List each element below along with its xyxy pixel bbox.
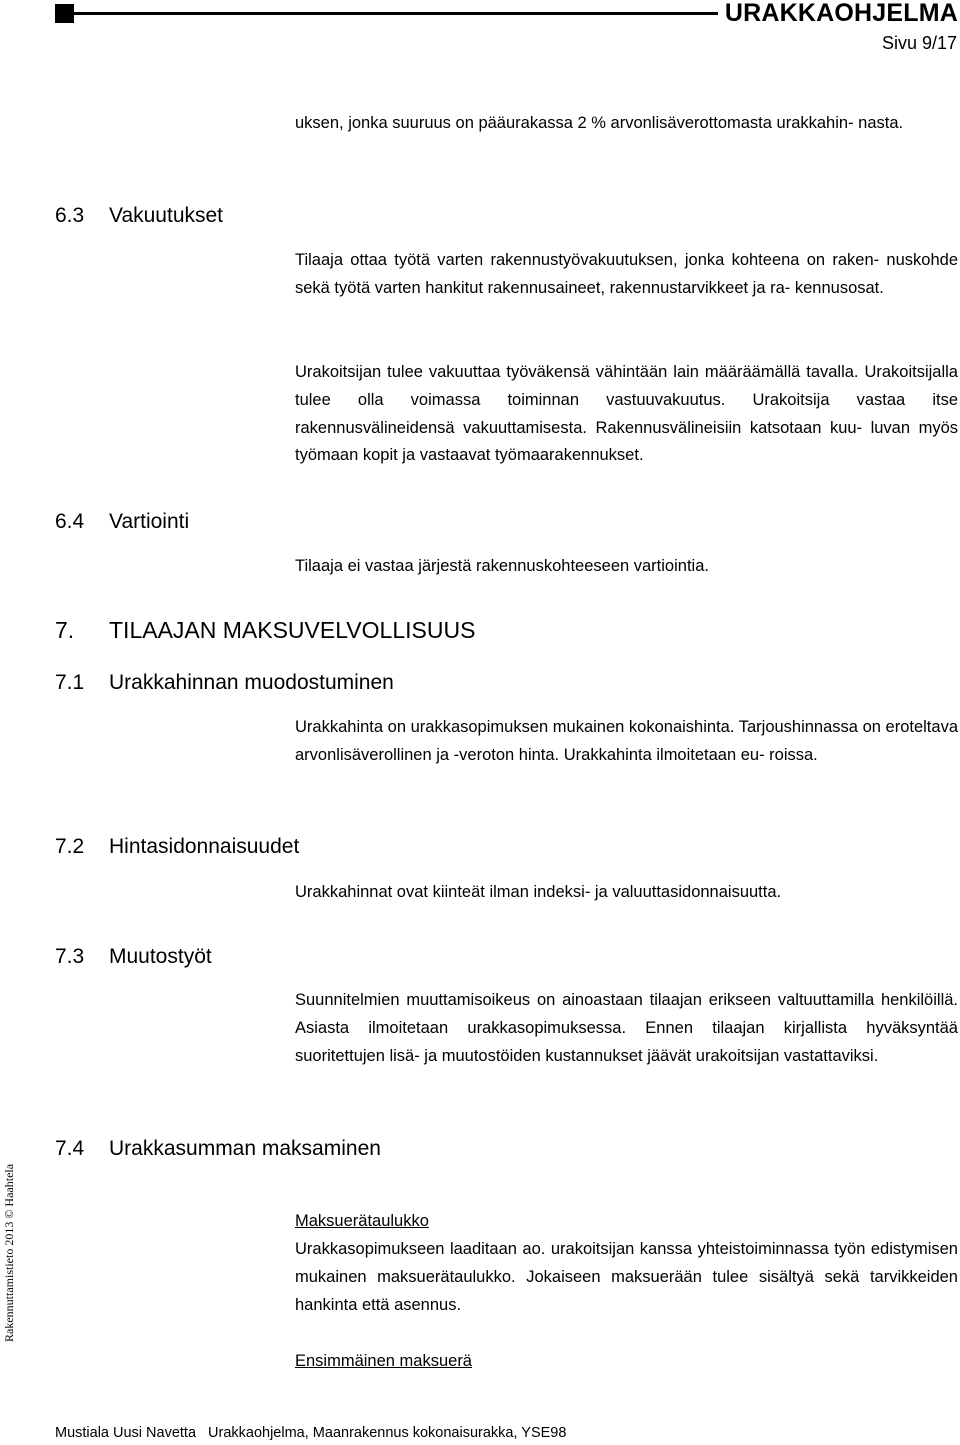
section-title: Urakkasumman maksaminen: [109, 1137, 381, 1160]
section-title: Urakkahinnan muodostuminen: [109, 671, 394, 694]
section-7-3-heading: [55, 945, 212, 969]
section-number: 7.4: [55, 1137, 85, 1160]
section-6-3-heading: [55, 204, 223, 228]
footer-document: Urakkaohjelma, Maanrakennus kokonaisurakka, YSE98: [208, 1425, 567, 1441]
intro-paragraph: [295, 110, 958, 138]
section-7-4-subheading-1: [295, 1208, 958, 1236]
section-7-4-heading: [55, 1137, 381, 1161]
section-7-2-p1: [295, 879, 958, 907]
section-6-4-heading: [55, 510, 189, 534]
sidebar-copyright: Rakennuttamistieto 2013 © Haahtela: [2, 1163, 16, 1342]
section-number: 7.: [55, 617, 75, 643]
subheading: Ensimmäinen maksuerä: [295, 1352, 472, 1370]
section-number: 6.3: [55, 204, 85, 227]
subheading: Maksuerätaulukko: [295, 1212, 429, 1230]
document-title: URAKKAOHJELMA: [724, 0, 958, 27]
section-7-1-p1: [295, 714, 958, 770]
footer: [55, 1425, 566, 1441]
section-7-1-heading: [55, 671, 394, 695]
paragraph: Tilaaja ottaa työtä varten rakennustyövakuutuksen, jonka kohteena on raken- nuskohde sekä työtä varten hankitut rakennusaineet, rakennustarvikkeet ja ra- kennusosat.: [295, 251, 958, 297]
paragraph: Urakkahinnat ovat kiinteät ilman indeksi- ja valuuttasidonnaisuutta.: [295, 883, 782, 901]
section-title: Vartiointi: [109, 510, 190, 533]
paragraph: Tilaaja ei vastaa järjestä rakennuskohteeseen vartiointia.: [295, 557, 709, 575]
section-title: TILAAJAN MAKSUVELVOLLISUUS: [109, 617, 476, 643]
section-number: 6.4: [55, 510, 85, 533]
footer-project: Mustiala Uusi Navetta: [55, 1425, 197, 1441]
section-title: Muutostyöt: [109, 945, 212, 968]
section-title: Hintasidonnaisuudet: [109, 835, 300, 858]
header-marker: [55, 4, 74, 23]
paragraph: Urakkahinta on urakkasopimuksen mukainen kokonaishinta. Tarjoushinnassa on eroteltava arvonlisäverollinen ja -veroton hinta. Urakkahinta ilmoitetaan eu- roissa.: [295, 718, 958, 764]
section-6-3-p2: [295, 359, 958, 470]
section-7-2-heading: [55, 835, 299, 859]
intro-text: uksen, jonka suuruus on pääurakassa 2 % arvonlisäverottomasta urakkahin- nasta.: [295, 114, 904, 132]
section-number: 7.2: [55, 835, 85, 858]
header-rule: [74, 12, 718, 15]
section-number: 7.1: [55, 671, 85, 694]
section-7-heading: [55, 617, 475, 644]
paragraph: Urakkasopimukseen laaditaan ao. urakoitsijan kanssa yhteistoiminnassa työn edistymisen mukainen maksuerätaulukko. Jokaiseen maksuerään tulee sisältyä sekä tarvikkeiden hankinta että asennus.: [295, 1240, 958, 1314]
paragraph: Urakoitsijan tulee vakuuttaa työväkensä vähintään lain määräämällä tavalla. Urakoitsijalla tulee olla voimassa toiminnan vastuuvakuutus. Urakoitsija vastaa itse rakennusvälineidensä vakuuttamisesta. Rakennusvälineisiin katsotaan kuu- luvan myös työmaan kopit ja vastaavat työmaarakennukset.: [295, 363, 958, 465]
paragraph: Suunnitelmien muuttamisoikeus on ainoastaan tilaajan erikseen valtuuttamilla henkilöillä. Asiasta ilmoitetaan urakkasopimuksessa. Ennen tilaajan kirjallista hyväksyntää suoritettujen lisä- ja muutostöiden kustannukset jäävät urakoitsijan vastattaviksi.: [295, 991, 958, 1065]
section-6-3-p1: [295, 247, 958, 303]
section-7-3-p1: [295, 987, 958, 1070]
page-number: Sivu 9/17: [881, 33, 957, 53]
section-7-4-subheading-2: [295, 1348, 958, 1376]
section-6-4-p1: [295, 553, 958, 581]
section-title: Vakuutukset: [109, 204, 224, 227]
section-7-4-p1: [295, 1236, 958, 1319]
section-number: 7.3: [55, 945, 85, 968]
